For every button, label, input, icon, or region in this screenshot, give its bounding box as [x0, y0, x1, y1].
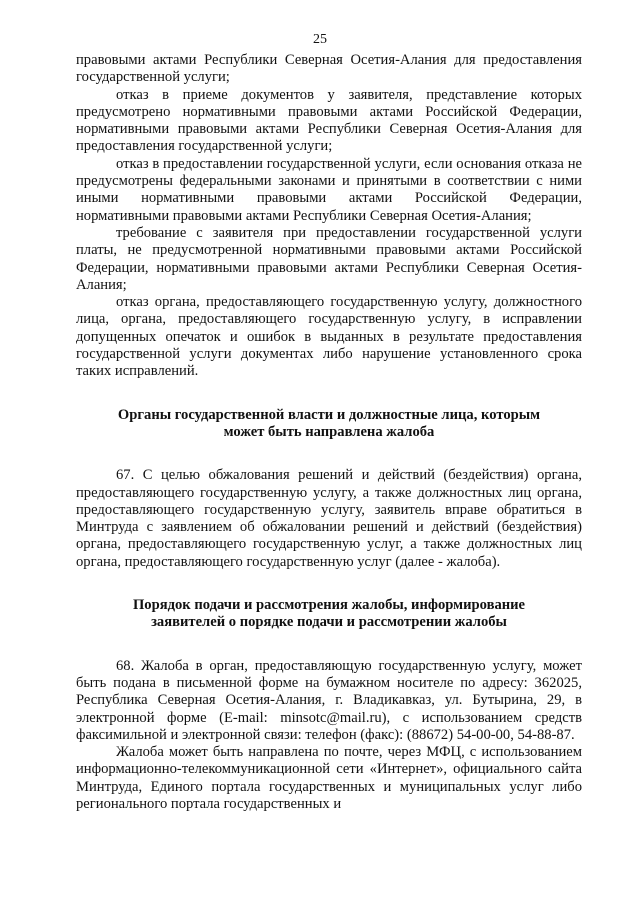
- paragraph-fee-requirement: требование с заявителя при предоставлении государственной услуги платы, не предусмотренной нормативными правовыми актами Российской Федерации, нормативными правовыми актами Республики Северная Осетия-Алания;: [76, 224, 582, 293]
- paragraph-68: 68. Жалоба в орган, предоставляющую государственную услугу, может быть подана в письменной форме на бумажном носителе по адресу: 362025, Республика Северная Осетия-Алания, г. Владикавказ, ул. Бутырина, 29, в электронной форме (E-mail: minsotc@mail.ru), с использованием средств факсимильной и электронной связи: телефон (факс): (88672) 54-00-00, 54-88-87.: [76, 657, 582, 743]
- paragraph-refusal-documents: отказ в приеме документов у заявителя, представление которых предусмотрено нормативными правовыми актами Российской Федерации, нормативными правовыми актами Республики Северная Осетия-Алания для предоставления государственной услуги;: [76, 86, 582, 155]
- heading-line: Порядок подачи и рассмотрения жалобы, информирование: [132, 597, 526, 614]
- paragraph-continuation: правовыми актами Республики Северная Осетия-Алания для предоставления государственной услуги;: [76, 52, 582, 86]
- paragraph-refusal-corrections: отказ органа, предоставляющего государственную услугу, должностного лица, органа, предоставляющего государственную услугу, в исправлении допущенных опечаток и ошибок в выданных в результате предоставления государственной услуги документах либо нарушение установленного срока таких исправлений.: [76, 294, 582, 380]
- paragraph-complaint-channels: Жалоба может быть направлена по почте, через МФЦ, с использованием информационно-телекоммуникационной сети «Интернет», официального сайта Минтруда, Единого портала государственных и муниципальных услуг либо регионального портала государственных и: [76, 744, 582, 812]
- section-heading-complaint-procedure: [76, 597, 582, 632]
- heading-line: может быть направлена жалоба: [223, 423, 435, 440]
- heading-line: Органы государственной власти и должностные лица, которым: [117, 406, 541, 423]
- heading-line: заявителей о порядке подачи и рассмотрении жалобы: [151, 614, 507, 631]
- paragraph-67: 67. С целью обжалования решений и действий (бездействия) органа, предоставляющего государственную услугу, а также должностных лиц органа, предоставляющего государственную услугу, заявитель вправе обратиться в Минтруда с заявлением об обжаловании решений и действий (бездействия) органа, предоставляющего государственную услуг, а также должностных лиц органа, предоставляющего государственную услуг (далее - жалоба).: [76, 467, 582, 570]
- paragraph-refusal-service: отказ в предоставлении государственной услуги, если основания отказа не предусмотрены федеральными законами и принятыми в соответствии с ними иными нормативными правовыми актами Российской Федерации, нормативными правовыми актами Республики Северная Осетия-Алания;: [76, 155, 582, 224]
- page-number: 25: [313, 32, 327, 47]
- section-heading-authorities: [76, 407, 582, 442]
- document-body: [76, 52, 582, 813]
